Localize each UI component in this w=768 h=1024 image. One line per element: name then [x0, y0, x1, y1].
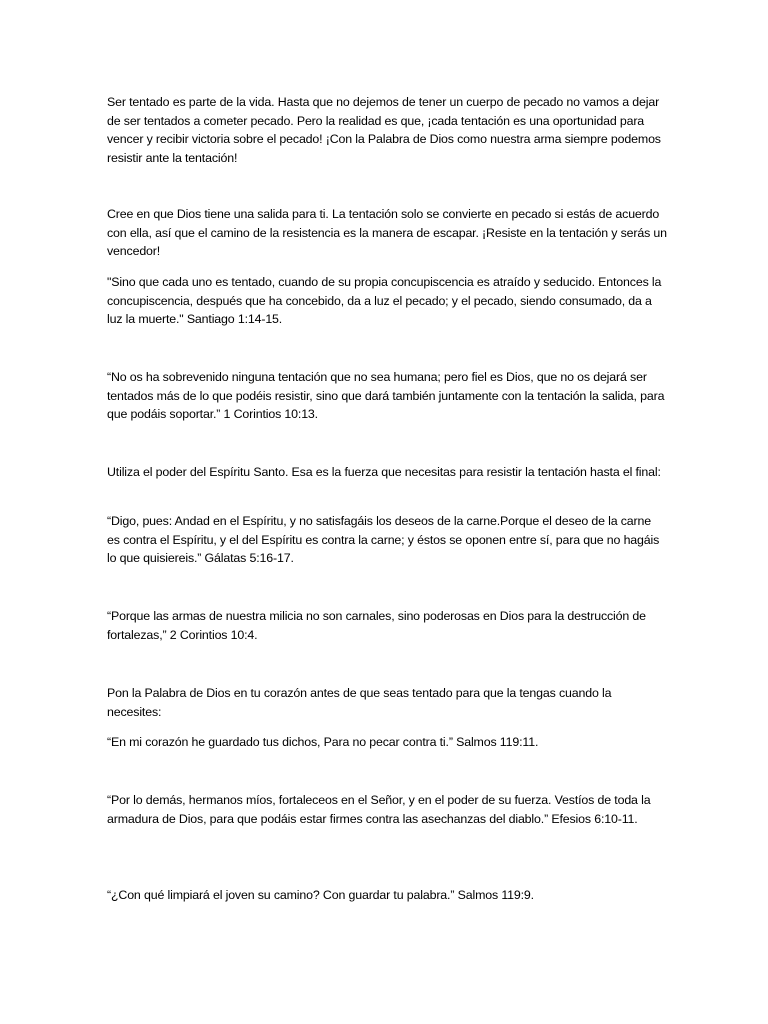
paragraph-galatas: “Digo, pues: Andad en el Espíritu, y no satisfagáis los deseos de la carne.Porque el deseo de la carne es contra el Espíritu, y el del Espíritu es contra la carne; y éstos se oponen entre sí, para que no hagáis lo que quisiereis.” Gálatas 5:16-17. [107, 514, 660, 565]
paragraph-corintios-2: “Porque las armas de nuestra milicia no son carnales, sino poderosas en Dios para la destrucción de fortalezas,” 2 Corintios 10:4. [107, 609, 646, 642]
paragraph-palabra: Pon la Palabra de Dios en tu corazón antes de que seas tentado para que la tengas cuando la necesites: [107, 686, 612, 719]
paragraph-corintios-1: “No os ha sobrevenido ninguna tentación que no sea humana; pero fiel es Dios, que no os dejará ser tentados más de lo que podéis resistir, sino que dará también juntamente con la tentación la salida, para que podáis soportar.” 1 Corintios 10:13. [107, 370, 665, 421]
paragraph-intro: Ser tentado es parte de la vida. Hasta que no dejemos de tener un cuerpo de pecado no vamos a dejar de ser tentados a cometer pecado. Pero la realidad es que, ¡cada tentación es una oportunidad para vencer y recibir victoria sobre el pecado! ¡Con la Palabra de Dios como nuestra arma siempre podemos resistir ante la tentación! [107, 95, 661, 165]
paragraph-salmos-9: “¿Con qué limpiará el joven su camino? Con guardar tu palabra.” Salmos 119:9. [107, 888, 534, 902]
paragraph-salida: Cree en que Dios tiene una salida para ti. La tentación solo se convierte en pecado si estás de acuerdo con ella, así que el camino de la resistencia es la manera de escapar. ¡Resiste en la tentación y serás un vencedor! [107, 207, 667, 258]
paragraph-salmos-11: “En mi corazón he guardado tus dichos, Para no pecar contra ti.” Salmos 119:11. [107, 735, 539, 749]
paragraph-santiago: "Sino que cada uno es tentado, cuando de su propia concupiscencia es atraído y seducido. Entonces la concupiscencia, después que ha concebido, da a luz el pecado; y el pecado, siendo consumado, da a luz la muerte." Santiago 1:14-15. [107, 275, 662, 326]
paragraph-efesios: “Por lo demás, hermanos míos, fortaleceos en el Señor, y en el poder de su fuerza. Vestíos de toda la armadura de Dios, para que podáis estar firmes contra las asechanzas del diablo.” Efesios 6:10-11. [107, 793, 651, 826]
paragraph-espiritu: Utiliza el poder del Espíritu Santo. Esa es la fuerza que necesitas para resistir la tentación hasta el final: [107, 465, 661, 479]
